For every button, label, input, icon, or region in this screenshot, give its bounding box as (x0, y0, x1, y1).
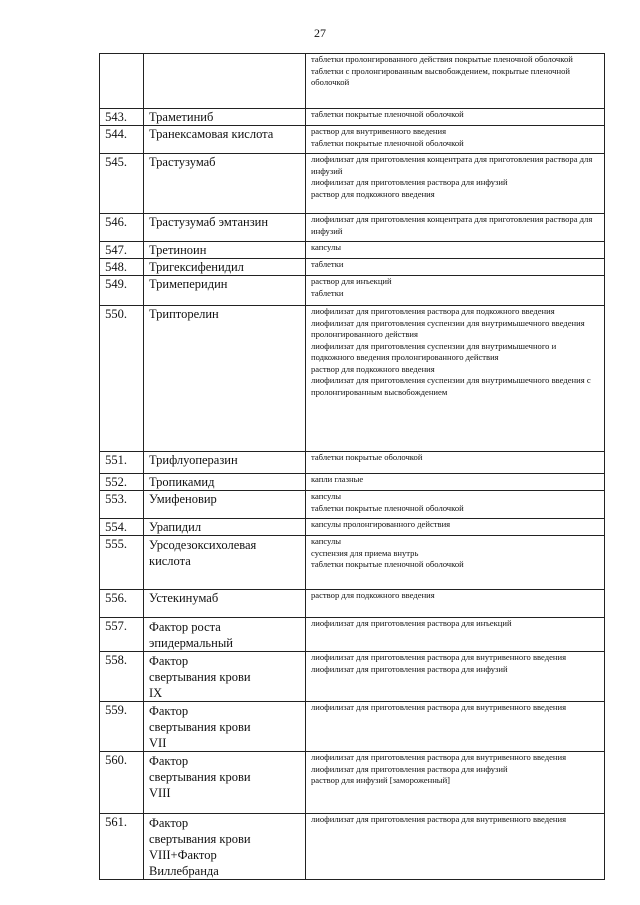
dosage-form-item: таблетки пролонгированного действия покрытые пленочной оболочкой (311, 54, 573, 64)
dosage-form-item: раствор для подкожного введения (311, 590, 435, 600)
table-row (100, 452, 605, 474)
drug-name (144, 474, 306, 491)
drug-name-line: VIII (149, 786, 171, 800)
dosage-form-item: лиофилизат для приготовления раствора для инфузий (311, 763, 508, 774)
dosage-forms (306, 214, 605, 242)
dosage-forms (306, 54, 605, 109)
row-number-text: 555. (105, 537, 127, 551)
dosage-forms (306, 519, 605, 536)
drug-name-line: Урсодезоксихолевая (149, 538, 257, 552)
dosage-forms (306, 154, 605, 214)
row-number-text (100, 54, 127, 55)
row-number-text: 551. (105, 453, 127, 467)
drug-name-text: Устекинумаб (149, 591, 219, 605)
drug-name (144, 519, 306, 536)
dosage-forms (306, 109, 605, 126)
drug-name-line: Фактор (149, 654, 189, 668)
dosage-form-item: таблетки (311, 287, 344, 298)
drug-name-line: Виллебранда (149, 864, 219, 878)
drug-name-line: Фактор (149, 704, 189, 718)
page-number: 27 (314, 26, 326, 40)
table-row (100, 491, 605, 519)
row-number-text: 543. (105, 110, 127, 124)
row-number-text: 550. (105, 307, 127, 321)
row-number-text: 544. (105, 127, 127, 141)
table-row (100, 519, 605, 536)
drug-name-line: свертывания крови (149, 832, 251, 846)
drug-name-text: Третиноин (149, 243, 207, 257)
row-number (100, 242, 144, 259)
dosage-form-item: таблетки покрытые оболочкой (311, 452, 423, 462)
row-number-text: 554. (105, 520, 127, 534)
drug-table (99, 53, 605, 880)
dosage-form-item: таблетки (311, 259, 344, 269)
row-number (100, 214, 144, 242)
drug-name (144, 491, 306, 519)
row-number-text: 557. (105, 619, 127, 633)
drug-name-text: Тропикамид (149, 475, 215, 489)
drug-name (144, 54, 306, 109)
dosage-forms (306, 702, 605, 752)
drug-name-text: Трипторелин (149, 307, 219, 321)
dosage-form-item: раствор для подкожного введения (311, 188, 435, 199)
drug-name-text: Трифлуоперазин (149, 453, 238, 467)
row-number-text: 556. (105, 591, 127, 605)
row-number-text: 561. (105, 815, 127, 829)
table-row (100, 242, 605, 259)
table-row (100, 214, 605, 242)
drug-name (144, 590, 306, 618)
dosage-form-item: лиофилизат для приготовления раствора для внутривенного введения (311, 814, 567, 824)
row-number-text: 546. (105, 215, 127, 229)
drug-name-text (149, 618, 305, 651)
dosage-form-item: раствор для внутривенного введения (311, 126, 447, 136)
dosage-forms (306, 259, 605, 276)
dosage-form-item: раствор для инфузий [замороженный] (311, 775, 451, 785)
drug-name (144, 752, 306, 814)
row-number (100, 126, 144, 154)
drug-name (144, 214, 306, 242)
row-number (100, 536, 144, 590)
row-number (100, 590, 144, 618)
dosage-forms (306, 618, 605, 652)
dosage-form-item: таблетки покрытые пленочной оболочкой (311, 109, 464, 119)
drug-name-line: свертывания крови (149, 670, 251, 684)
row-number (100, 752, 144, 814)
drug-name-line: IX (149, 686, 163, 700)
dosage-form-item: раствор для инъекций (311, 276, 392, 286)
drug-name-text: Тригексифенидил (149, 260, 244, 274)
table-row (100, 126, 605, 154)
dosage-form-item: капсулы (311, 242, 342, 252)
drug-name (144, 276, 306, 306)
row-number (100, 519, 144, 536)
drug-name (144, 259, 306, 276)
dosage-form-item: лиофилизат для приготовления концентрата для приготовления раствора для инфузий (311, 214, 593, 236)
row-number-text: 553. (105, 492, 127, 506)
drug-table-body (100, 54, 605, 880)
drug-name (144, 109, 306, 126)
row-number-text: 548. (105, 260, 127, 274)
dosage-form-item: лиофилизат для приготовления суспензии для внутримышечного введения с пролонгированным высвобождением (311, 375, 591, 397)
drug-name-text (149, 536, 305, 569)
drug-name-text (149, 54, 305, 55)
row-number (100, 452, 144, 474)
drug-name-line: VIII+Фактор (149, 848, 217, 862)
row-number-text: 558. (105, 653, 127, 667)
dosage-form-item: лиофилизат для приготовления раствора для внутривенного введения (311, 752, 567, 762)
table-row (100, 618, 605, 652)
dosage-form-item: таблетки покрытые пленочной оболочкой (311, 137, 464, 148)
table-row (100, 54, 605, 109)
dosage-form-item: лиофилизат для приготовления раствора для внутривенного введения (311, 702, 567, 712)
dosage-form-item: таблетки с пролонгированным высвобождением, покрытые пленочной оболочкой (311, 65, 570, 87)
row-number (100, 154, 144, 214)
drug-name-text: Тримеперидин (149, 277, 228, 291)
dosage-forms (306, 306, 605, 452)
dosage-form-item: капсулы (311, 536, 342, 546)
drug-name (144, 154, 306, 214)
row-number (100, 618, 144, 652)
table-row (100, 814, 605, 880)
drug-name (144, 126, 306, 154)
drug-name-line: эпидермальный (149, 636, 233, 650)
row-number (100, 652, 144, 702)
drug-name (144, 652, 306, 702)
drug-name (144, 536, 306, 590)
dosage-forms (306, 491, 605, 519)
dosage-form-item: лиофилизат для приготовления раствора для подкожного введения (311, 306, 555, 316)
drug-name-text (149, 702, 305, 751)
drug-name-line: VII (149, 736, 167, 750)
row-number (100, 702, 144, 752)
drug-name (144, 702, 306, 752)
row-number-text: 560. (105, 753, 127, 767)
dosage-form-item: таблетки покрытые пленочной оболочкой (311, 559, 464, 569)
drug-name-text (149, 814, 305, 879)
dosage-form-item: лиофилизат для приготовления концентрата для приготовления раствора для инфузий (311, 154, 593, 176)
row-number (100, 259, 144, 276)
dosage-form-item: лиофилизат для приготовления суспензии для внутримышечного введения пролонгированного действия (311, 317, 585, 339)
drug-name-text: Умифеновир (149, 492, 217, 506)
dosage-form-item: лиофилизат для приготовления раствора для внутривенного введения (311, 652, 567, 662)
dosage-form-item: капсулы пролонгированного действия (311, 519, 451, 529)
row-number (100, 54, 144, 109)
row-number-text: 552. (105, 475, 127, 489)
table-row (100, 276, 605, 306)
row-number-text: 545. (105, 155, 127, 169)
drug-name-line: кислота (149, 554, 191, 568)
drug-name-text (149, 752, 305, 801)
row-number (100, 814, 144, 880)
dosage-forms (306, 452, 605, 474)
row-number-text: 547. (105, 243, 127, 257)
table-row (100, 259, 605, 276)
dosage-form-item: лиофилизат для приготовления раствора для инъекций (311, 618, 512, 628)
drug-name-text: Урапидил (149, 520, 202, 534)
dosage-forms (306, 126, 605, 154)
drug-name-line: Фактор роста (149, 620, 221, 634)
drug-name-text: Трастузумаб эмтанзин (149, 215, 269, 229)
row-number (100, 491, 144, 519)
table-row (100, 652, 605, 702)
dosage-form-item: капли глазные (311, 474, 364, 484)
dosage-forms (306, 652, 605, 702)
drug-name-line: свертывания крови (149, 720, 251, 734)
dosage-forms (306, 752, 605, 814)
table-row (100, 752, 605, 814)
dosage-forms (306, 276, 605, 306)
dosage-form-item: лиофилизат для приготовления суспензии для внутримышечного и подкожного введения пролонгированного действия (311, 340, 557, 362)
dosage-form-item: суспензия для приема внутрь (311, 547, 419, 558)
dosage-form-item: лиофилизат для приготовления раствора для инфузий (311, 177, 508, 187)
row-number (100, 109, 144, 126)
table-row (100, 702, 605, 752)
row-number (100, 276, 144, 306)
table-row (100, 590, 605, 618)
table-row (100, 109, 605, 126)
table-row (100, 154, 605, 214)
drug-name-text: Трастузумаб (149, 155, 216, 169)
table-row (100, 474, 605, 491)
row-number-text: 559. (105, 703, 127, 717)
dosage-forms (306, 474, 605, 491)
drug-name (144, 814, 306, 880)
row-number (100, 306, 144, 452)
drug-name-text: Траметиниб (149, 110, 214, 124)
drug-name-line: свертывания крови (149, 770, 251, 784)
drug-name (144, 306, 306, 452)
dosage-form-item: таблетки покрытые пленочной оболочкой (311, 502, 464, 513)
row-number (100, 474, 144, 491)
drug-name (144, 242, 306, 259)
dosage-form-item: раствор для подкожного введения (311, 363, 435, 374)
dosage-form-item: капсулы (311, 491, 342, 501)
drug-name (144, 618, 306, 652)
table-row (100, 306, 605, 452)
dosage-forms (306, 536, 605, 590)
row-number-text: 549. (105, 277, 127, 291)
drug-name-text: Транексамовая кислота (149, 127, 274, 141)
dosage-forms (306, 590, 605, 618)
drug-name-line: Фактор (149, 754, 189, 768)
drug-name-text (149, 652, 305, 701)
drug-name-line: Фактор (149, 816, 189, 830)
dosage-form-item: лиофилизат для приготовления раствора для инфузий (311, 663, 508, 674)
drug-name (144, 452, 306, 474)
dosage-forms (306, 242, 605, 259)
dosage-forms (306, 814, 605, 880)
table-row (100, 536, 605, 590)
